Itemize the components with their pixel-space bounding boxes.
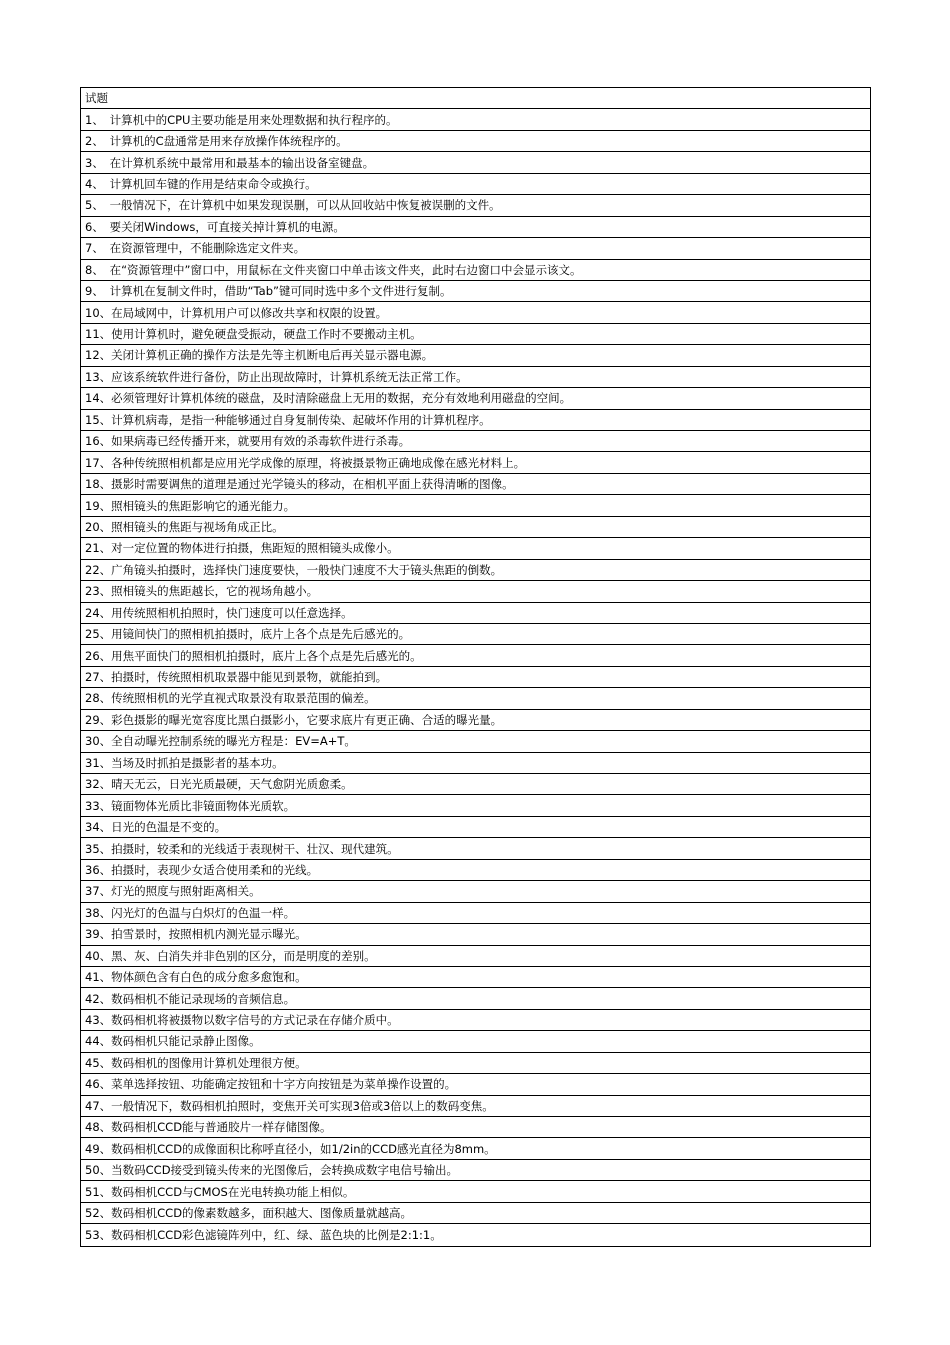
- table-row: 31、当场及时抓拍是摄影者的基本功。: [81, 753, 870, 774]
- table-row: 20、照相镜头的焦距与视场角成正比。: [81, 517, 870, 538]
- table-row: 33、镜面物体光质比非镜面物体光质软。: [81, 795, 870, 816]
- table-row: 17、各种传统照相机都是应用光学成像的原理，将被摄景物正确地成像在感光材料上。: [81, 452, 870, 473]
- table-row: 37、灯光的照度与照射距离相关。: [81, 881, 870, 902]
- table-row: 2、 计算机的C盘通常是用来存放操作体统程序的。: [81, 131, 870, 152]
- table-row: 43、数码相机将被摄物以数字信号的方式记录在存储介质中。: [81, 1010, 870, 1031]
- table-row: 18、摄影时需要调焦的道理是通过光学镜头的移动，在相机平面上获得清晰的图像。: [81, 474, 870, 495]
- table-row: 22、广角镜头拍摄时，选择快门速度要快，一般快门速度不大于镜头焦距的倒数。: [81, 560, 870, 581]
- table-header: 试题: [81, 88, 870, 109]
- table-row: 14、必须管理好计算机体统的磁盘，及时清除磁盘上无用的数据，充分有效地利用磁盘的空间。: [81, 388, 870, 409]
- table-row: 45、数码相机的图像用计算机处理很方便。: [81, 1053, 870, 1074]
- table-row: 19、照相镜头的焦距影响它的通光能力。: [81, 495, 870, 516]
- table-row: 40、黑、灰、白消失并非色别的区分，而是明度的差别。: [81, 946, 870, 967]
- table-row: 39、拍雪景时，按照相机内测光显示曝光。: [81, 924, 870, 945]
- table-row: 11、使用计算机时，避免硬盘受振动，硬盘工作时不要搬动主机。: [81, 324, 870, 345]
- table-row: 47、一般情况下，数码相机拍照时，变焦开关可实现3倍或3倍以上的数码变焦。: [81, 1096, 870, 1117]
- table-row: 1、 计算机中的CPU主要功能是用来处理数据和执行程序的。: [81, 109, 870, 130]
- table-row: 13、应该系统软件进行备份，防止出现故障时，计算机系统无法正常工作。: [81, 367, 870, 388]
- table-row: 42、数码相机不能记录现场的音频信息。: [81, 988, 870, 1009]
- table-row: 34、日光的色温是不变的。: [81, 817, 870, 838]
- table-row: 29、彩色摄影的曝光宽容度比黑白摄影小，它要求底片有更正确、合适的曝光量。: [81, 710, 870, 731]
- table-row: 12、关闭计算机正确的操作方法是先等主机断电后再关显示器电源。: [81, 345, 870, 366]
- table-row: 24、用传统照相机拍照时，快门速度可以任意选择。: [81, 603, 870, 624]
- table-row: 38、闪光灯的色温与白炽灯的色温一样。: [81, 903, 870, 924]
- table-row: 35、拍摄时，较柔和的光线适于表现树干、壮汉、现代建筑。: [81, 838, 870, 859]
- table-row: 5、 一般情况下，在计算机中如果发现误删，可以从回收站中恢复被误删的文件。: [81, 195, 870, 216]
- table-row: 9、 计算机在复制文件时，借助“Tab”键可同时选中多个文件进行复制。: [81, 281, 870, 302]
- table-row: 49、数码相机CCD的成像面积比称呼直径小，如1/2in的CCD感光直径为8mm。: [81, 1138, 870, 1159]
- table-row: 51、数码相机CCD与CMOS在光电转换功能上相似。: [81, 1181, 870, 1202]
- table-row: 10、在局域网中，计算机用户可以修改共享和权限的设置。: [81, 302, 870, 323]
- table-row: 25、用镜间快门的照相机拍摄时，底片上各个点是先后感光的。: [81, 624, 870, 645]
- table-row: 16、如果病毒已经传播开来，就要用有效的杀毒软件进行杀毒。: [81, 431, 870, 452]
- table-row: 32、晴天无云，日光光质最硬，天气愈阴光质愈柔。: [81, 774, 870, 795]
- table-row: 7、 在资源管理中，不能删除选定文件夹。: [81, 238, 870, 259]
- table-row: 28、传统照相机的光学直视式取景没有取景范围的偏差。: [81, 688, 870, 709]
- table-row: 48、数码相机CCD能与普通胶片一样存储图像。: [81, 1117, 870, 1138]
- question-table: [80, 87, 871, 1247]
- table-row: 26、用焦平面快门的照相机拍摄时，底片上各个点是先后感光的。: [81, 645, 870, 666]
- table-row: 27、拍摄时，传统照相机取景器中能见到景物，就能拍到。: [81, 667, 870, 688]
- table-row: 46、菜单选择按钮、功能确定按钮和十字方向按钮是为菜单操作设置的。: [81, 1074, 870, 1095]
- table-row: 44、数码相机只能记录静止图像。: [81, 1031, 870, 1052]
- table-row: 52、数码相机CCD的像素数越多，面积越大、图像质量就越高。: [81, 1203, 870, 1224]
- table-row: 50、当数码CCD接受到镜头传来的光图像后，会转换成数字电信号输出。: [81, 1160, 870, 1181]
- table-row: 53、数码相机CCD彩色滤镜阵列中，红、绿、蓝色块的比例是2:1:1。: [85, 1227, 442, 1242]
- table-row: 36、拍摄时，表现少女适合使用柔和的光线。: [81, 860, 870, 881]
- table-row: 41、物体颜色含有白色的成分愈多愈饱和。: [81, 967, 870, 988]
- table-row: 23、照相镜头的焦距越长，它的视场角越小。: [81, 581, 870, 602]
- table-row: 30、全自动曝光控制系统的曝光方程是：EV=A+T。: [81, 731, 870, 752]
- table-body: [81, 109, 870, 1245]
- table-row: 4、 计算机回车键的作用是结束命令或换行。: [81, 174, 870, 195]
- table-row: 6、 要关闭Windows，可直接关掉计算机的电源。: [81, 217, 870, 238]
- table-row: 15、计算机病毒，是指一种能够通过自身复制传染、起破坏作用的计算机程序。: [81, 410, 870, 431]
- table-row: 21、对一定位置的物体进行拍摄，焦距短的照相镜头成像小。: [81, 538, 870, 559]
- table-row: 8、 在“资源管理中”窗口中，用鼠标在文件夹窗口中单击该文件夹，此时右边窗口中会显示该文。: [81, 260, 870, 281]
- table-row: 3、 在计算机系统中最常用和最基本的输出设备室键盘。: [81, 152, 870, 173]
